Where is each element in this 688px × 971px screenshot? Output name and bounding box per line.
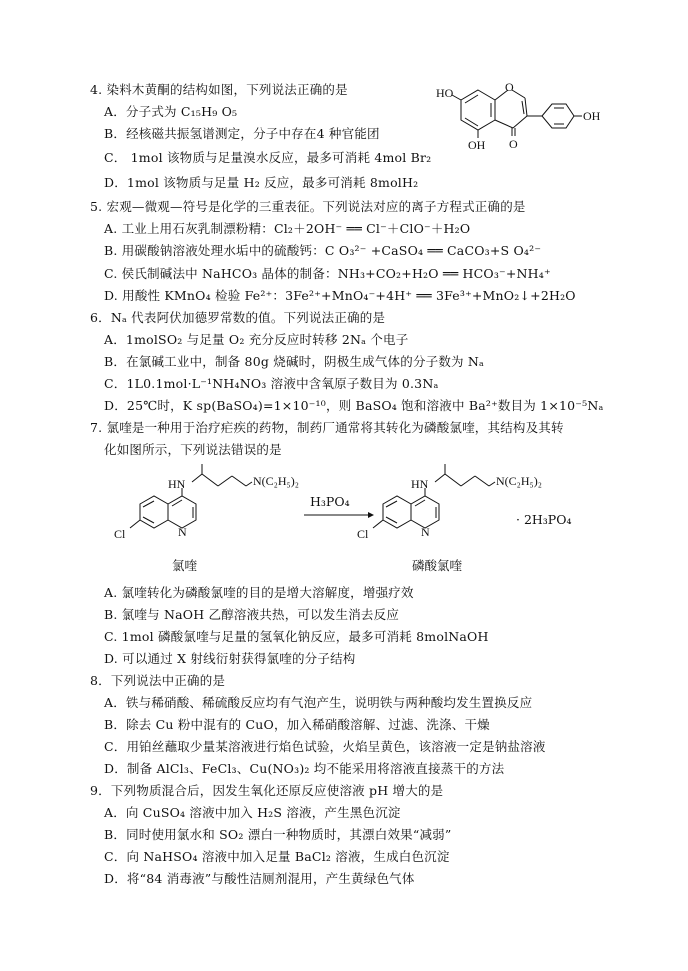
hn-label-left: HN <box>168 477 186 491</box>
ring-oxygen-label: O <box>505 80 514 94</box>
q6-option-b: B．在氯碱工业中，制备 80g 烧碱时，阴极生成气体的分子数为 Nₐ <box>104 354 485 369</box>
q5-option-c: C. 侯氏制碱法中 NaHCO₃ 晶体的制备：NH₃+CO₂+H₂O ══ HCO₃⁻+NH₄⁺ <box>104 266 551 281</box>
q7-option-b: B. 氯喹与 NaOH 乙醇溶液共热，可以发生消去反应 <box>104 607 400 622</box>
q6-option-a: A．1molSO₂ 与足量 O₂ 充分反应时转移 2Nₐ 个电子 <box>104 332 409 347</box>
q4-option-c: C． 1mol 该物质与足量溴水反应，最多可消耗 4mol Br₂ <box>104 150 432 165</box>
cl-label-right: Cl <box>357 527 369 541</box>
q4-option-d: D．1mol 该物质与足量 H₂ 反应，最多可消耗 8molH₂ <box>104 175 419 190</box>
q5-option-a: A. 工业上用石灰乳制漂粉精：Cl₂＋2OH⁻ ══ Cl⁻＋ClO⁻＋H₂O <box>104 221 471 236</box>
q4-option-b: B．经核磁共振氢谱测定，分子中存在4 种官能团 <box>104 126 380 141</box>
chloroquine-structure <box>112 458 322 548</box>
q9-option-b: B．同时使用氯水和 SO₂ 漂白一种物质时，其漂白效果“减弱” <box>104 827 452 842</box>
q6-stem: 6．Nₐ 代表阿伏加德罗常数的值。下列说法正确的是 <box>90 310 386 325</box>
chloroquine-phosphate-structure <box>355 458 565 548</box>
oh-label-bottom: OH <box>468 138 486 152</box>
q5-option-b: B. 用碳酸钠溶液处理水垢中的硫酸钙：C O₃²⁻ +CaSO₄ ══ CaCO₃+S O₄²⁻ <box>104 243 542 258</box>
amine-label-left: N(C₂H₅)₂ <box>253 474 299 488</box>
oh-label-right: OH <box>583 109 601 123</box>
keto-oxygen-label: O <box>509 137 518 151</box>
q4-stem: 4. 染料木黄酮的结构如图，下列说法正确的是 <box>90 82 348 97</box>
q7-option-a: A. 氯喹转化为磷酸氯喹的目的是增大溶解度，增强疗效 <box>104 585 414 600</box>
q8-stem: 8．下列说法中正确的是 <box>90 673 226 688</box>
q8-option-a: A．铁与稀硝酸、稀硫酸反应均有气泡产生，说明铁与两种酸均发生置换反应 <box>104 695 533 710</box>
hn-label-right: HN <box>411 477 429 491</box>
q8-option-c: C．用铂丝蘸取少量某溶液进行焰色试验，火焰呈黄色，该溶液一定是钠盐溶液 <box>104 739 546 754</box>
q4-option-a: A．分子式为 C₁₅H₉ O₅ <box>104 104 238 119</box>
q5-stem: 5. 宏观—微观—符号是化学的三重表征。下列说法对应的离子方程式正确的是 <box>90 199 526 214</box>
genistein-structure <box>432 78 608 154</box>
q8-option-d: D．制备 AlCl₃、FeCl₃、Cu(NO₃)₂ 均不能采用将溶液直接蒸干的方法 <box>104 761 505 776</box>
amine-label-right: N(C₂H₅)₂ <box>496 474 542 488</box>
q9-option-c: C．向 NaHSO₄ 溶液中加入足量 BaCl₂ 溶液，生成白色沉淀 <box>104 849 450 864</box>
reagent-label: H₃PO₄ <box>310 494 350 509</box>
q7-option-d: D. 可以通过 X 射线衍射获得氯喹的分子结构 <box>104 651 356 666</box>
q9-stem: 9．下列物质混合后，因发生氧化还原反应使溶液 pH 增大的是 <box>90 783 444 798</box>
chloroquine-phosphate-name: 磷酸氯喹 <box>412 558 463 573</box>
q7-stem-line1: 7. 氯喹是一种用于治疗疟疾的药物，制药厂通常将其转化为磷酸氯喹，其结构及其转 <box>90 420 564 435</box>
ring-n-label-right: N <box>421 525 430 539</box>
ring-n-label-left: N <box>178 525 187 539</box>
chloroquine-name: 氯喹 <box>172 558 198 573</box>
q8-option-b: B．除去 Cu 粉中混有的 CuO，加入稀硝酸溶解、过滤、洗涤、干燥 <box>104 717 490 732</box>
q7-stem-line2: 化如图所示，下列说法错误的是 <box>104 442 282 457</box>
q6-option-d: D．25℃时，K sp(BaSO₄)=1×10⁻¹⁰，则 BaSO₄ 饱和溶液中 Ba²⁺数目为 1×10⁻⁵Nₐ <box>104 398 604 413</box>
q7-option-c: C. 1mol 磷酸氯喹与足量的氢氧化钠反应，最多可消耗 8molNaOH <box>104 629 489 644</box>
q5-option-d: D. 用酸性 KMnO₄ 检验 Fe²⁺：3Fe²⁺+MnO₄⁻+4H⁺ ══ 3Fe³⁺+MnO₂↓+2H₂O <box>104 288 576 303</box>
q9-option-a: A．向 CuSO₄ 溶液中加入 H₂S 溶液，产生黑色沉淀 <box>104 805 401 820</box>
ho-label-top: HO <box>436 86 454 100</box>
phosphate-salt-label: · 2H₃PO₄ <box>516 512 572 527</box>
q6-option-c: C．1L0.1mol·L⁻¹NH₄NO₃ 溶液中含氧原子数目为 0.3Nₐ <box>104 376 439 391</box>
cl-label-left: Cl <box>114 527 126 541</box>
q9-option-d: D．将“84 消毒液”与酸性洁厕剂混用，产生黄绿色气体 <box>104 871 415 886</box>
